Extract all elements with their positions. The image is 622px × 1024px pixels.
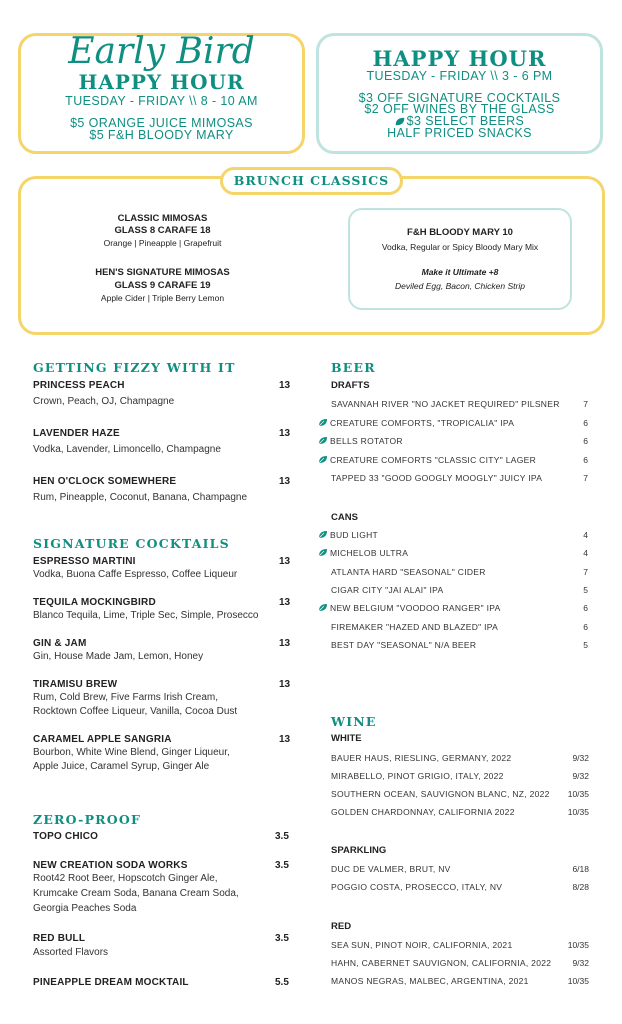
leaf-icon (318, 548, 328, 557)
list-item-price: 7 (583, 473, 588, 483)
white-label: WHITE (331, 733, 362, 744)
signature-heading: SIGNATURE COCKTAILS (33, 536, 230, 551)
list-item-price: 9/32 (572, 753, 589, 763)
happy-hour-deal: HALF PRICED SNACKS (387, 126, 532, 140)
leaf-icon (318, 530, 328, 539)
list-item-name: BUD LIGHT (318, 530, 378, 540)
menu-item-name: HEN O'CLOCK SOMEWHERE (33, 476, 177, 487)
early-bird-days: TUESDAY - FRIDAY \\ 8 - 10 AM (65, 94, 258, 108)
bloody-mary-title: F&H BLOODY MARY 10 (407, 227, 513, 238)
menu-item-desc: Gin, House Made Jam, Lemon, Honey (33, 651, 204, 662)
list-item-name: BAUER HAUS, RIESLING, GERMANY, 2022 (331, 753, 512, 763)
ultimate-desc: Deviled Egg, Bacon, Chicken Strip (395, 281, 525, 291)
menu-item-desc: Crown, Peach, OJ, Champagne (33, 396, 175, 407)
list-item-name: BELLS ROTATOR (318, 436, 403, 446)
early-bird-title: HAPPY HOUR (78, 70, 245, 94)
menu-item-name: TEQUILA MOCKINGBIRD (33, 597, 156, 608)
menu-item-price: 3.5 (275, 831, 289, 842)
list-item-price: 8/28 (572, 882, 589, 892)
sparkling-label: SPARKLING (331, 845, 387, 856)
menu-item-price: 13 (279, 476, 291, 487)
menu-item-desc: Vodka, Lavender, Limoncello, Champagne (33, 444, 221, 455)
menu-item-desc: Rum, Cold Brew, Five Farms Irish Cream, (33, 692, 219, 703)
classic-mimosas-title: CLASSIC MIMOSAS (117, 213, 208, 224)
list-item-price: 7 (583, 566, 588, 577)
happy-hour-deal: $3 SELECT BEERS (316, 114, 603, 128)
early-bird-deal: $5 ORANGE JUICE MIMOSAS (70, 116, 253, 130)
hens-mimosas-desc: Apple Cider | Triple Berry Lemon (100, 293, 225, 303)
menu-item-price: 3.5 (275, 933, 289, 944)
list-item-price: 6 (583, 621, 588, 632)
menu-item-price: 13 (279, 679, 291, 690)
list-item-price: 7 (583, 399, 588, 409)
menu-item-price: 3.5 (275, 860, 289, 871)
leaf-icon (318, 603, 328, 612)
list-item-name: SOUTHERN OCEAN, SAUVIGNON BLANC, NZ, 2022 (331, 789, 550, 799)
menu-item-name: CARAMEL APPLE SANGRIA (33, 734, 172, 745)
happy-hour-days: TUESDAY - FRIDAY \\ 3 - 6 PM (366, 69, 553, 83)
list-item-name: ATLANTA HARD "SEASONAL" CIDER (331, 566, 486, 577)
menu-item-desc: Root42 Root Beer, Hopscotch Ginger Ale, (33, 873, 218, 884)
menu-item-name: PRINCESS PEACH (33, 380, 125, 391)
leaf-icon (318, 455, 328, 464)
ultimate-title: Make it Ultimate +8 (421, 267, 499, 277)
menu-item-price: 13 (279, 597, 291, 608)
list-item-name: FIREMAKER "HAZED AND BLAZED" IPA (331, 621, 499, 632)
menu-item-name: LAVENDER HAZE (33, 428, 120, 439)
list-item-name: NEW BELGIUM "VOODOO RANGER" IPA (318, 603, 501, 613)
list-item-name: MANOS NEGRAS, MALBEC, ARGENTINA, 2021 (331, 976, 529, 986)
list-item-price: 6/18 (572, 864, 589, 874)
list-item-name: CREATURE COMFORTS, "TROPICALIA" IPA (318, 418, 514, 428)
list-item-name: CREATURE COMFORTS "CLASSIC CITY" LAGER (318, 455, 536, 465)
menu-item-name: PINEAPPLE DREAM MOCKTAIL (33, 977, 189, 988)
list-item-price: 4 (583, 530, 588, 540)
beer-heading: BEER (331, 360, 376, 375)
list-item-price: 10/35 (567, 976, 589, 986)
red-label: RED (331, 921, 352, 932)
menu-item-name: TIRAMISU BREW (33, 679, 118, 690)
menu-item-desc: Rocktown Coffee Liqueur, Vanilla, Cocoa Dust (33, 706, 238, 717)
list-item-name: MICHELOB ULTRA (318, 548, 408, 558)
list-item-name: BEST DAY "SEASONAL" N/A BEER (331, 639, 477, 650)
list-item-price: 6 (583, 454, 588, 465)
list-item-name: SEA SUN, PINOT NOIR, CALIFORNIA, 2021 (331, 940, 513, 950)
cans-label: CANS (331, 512, 358, 523)
zero-proof-heading: ZERO-PROOF (33, 812, 142, 827)
fizzy-heading: GETTING FIZZY WITH IT (33, 360, 236, 375)
happy-hour-deal: $2 OFF WINES BY THE GLASS (364, 102, 555, 116)
menu-item-desc: Bourbon, White Wine Blend, Ginger Liqueur, (33, 747, 230, 758)
leaf-icon (318, 418, 328, 427)
list-item-price: 10/35 (567, 789, 589, 799)
menu-item-name: TOPO CHICO (33, 831, 99, 842)
menu-item-desc: Rum, Pineapple, Coconut, Banana, Champagne (33, 492, 248, 503)
leaf-icon (318, 436, 328, 445)
list-item-name: GOLDEN CHARDONNAY, CALIFORNIA 2022 (331, 807, 515, 817)
list-item-price: 6 (583, 417, 588, 428)
happy-hour-deal: $3 OFF SIGNATURE COCKTAILS (358, 91, 561, 105)
list-item-name: POGGIO COSTA, PROSECCO, ITALY, NV (331, 882, 503, 892)
early-bird-script: Early Bird (68, 31, 255, 72)
menu-item-price: 13 (279, 556, 291, 567)
menu-item-price: 13 (279, 734, 291, 745)
menu-item-price: 5.5 (275, 977, 289, 988)
list-item-price: 9/32 (572, 958, 589, 968)
menu-item-desc: Assorted Flavors (33, 947, 109, 958)
brunch-tab: BRUNCH CLASSICS (220, 167, 403, 195)
list-item-name: SAVANNAH RIVER "NO JACKET REQUIRED" PILSNER (331, 399, 560, 409)
menu-item-price: 13 (279, 380, 291, 391)
menu-item-name: RED BULL (33, 933, 86, 944)
wine-heading: WINE (331, 714, 377, 729)
list-item-price: 6 (583, 436, 588, 446)
list-item-name: DUC DE VALMER, BRUT, NV (331, 864, 451, 874)
hens-mimosas-price: GLASS 9 CARAFE 19 (114, 280, 211, 291)
menu-item-desc: Blanco Tequila, Lime, Triple Sec, Simple, Prosecco (33, 610, 259, 621)
menu-item-desc: Georgia Peaches Soda (33, 903, 137, 914)
menu-item-name: ESPRESSO MARTINI (33, 556, 136, 567)
menu-item-desc: Krumcake Cream Soda, Banana Cream Soda, (33, 888, 239, 899)
list-item-price: 5 (583, 584, 588, 595)
list-item-price: 4 (583, 548, 588, 559)
menu-item-price: 13 (279, 428, 291, 439)
list-item-price: 5 (583, 639, 588, 650)
classic-mimosas-desc: Orange | Pineapple | Grapefruit (103, 238, 222, 248)
list-item-price: 9/32 (572, 771, 589, 781)
list-item-name: MIRABELLO, PINOT GRIGIO, ITALY, 2022 (331, 771, 504, 781)
menu-item-name: NEW CREATION SODA WORKS (33, 860, 188, 871)
list-item-price: 10/35 (567, 940, 589, 950)
list-item-name: TAPPED 33 "GOOD GOOGLY MOOGLY" JUICY IPA (331, 473, 543, 483)
bloody-mary-box (348, 208, 572, 310)
list-item-name: CIGAR CITY "JAI ALAI" IPA (331, 584, 444, 595)
list-item-price: 10/35 (567, 807, 589, 817)
menu-item-price: 13 (279, 638, 291, 649)
list-item-name: HAHN, CABERNET SAUVIGNON, CALIFORNIA, 2022 (331, 958, 552, 968)
menu-item-desc: Apple Juice, Caramel Syrup, Ginger Ale (33, 761, 210, 772)
drafts-label: DRAFTS (331, 380, 370, 391)
menu-item-desc: Vodka, Buona Caffe Espresso, Coffee Liqueur (33, 569, 238, 580)
early-bird-deal: $5 F&H BLOODY MARY (89, 128, 234, 142)
list-item-price: 6 (583, 603, 588, 614)
hens-mimosas-title: HEN'S SIGNATURE MIMOSAS (95, 267, 230, 278)
menu-item-name: GIN & JAM (33, 638, 87, 649)
happy-hour-title: HAPPY HOUR (372, 46, 547, 71)
classic-mimosas-price: GLASS 8 CARAFE 18 (114, 225, 211, 236)
bloody-mary-desc: Vodka, Regular or Spicy Bloody Mary Mix (381, 242, 539, 252)
leaf-icon (395, 117, 405, 126)
